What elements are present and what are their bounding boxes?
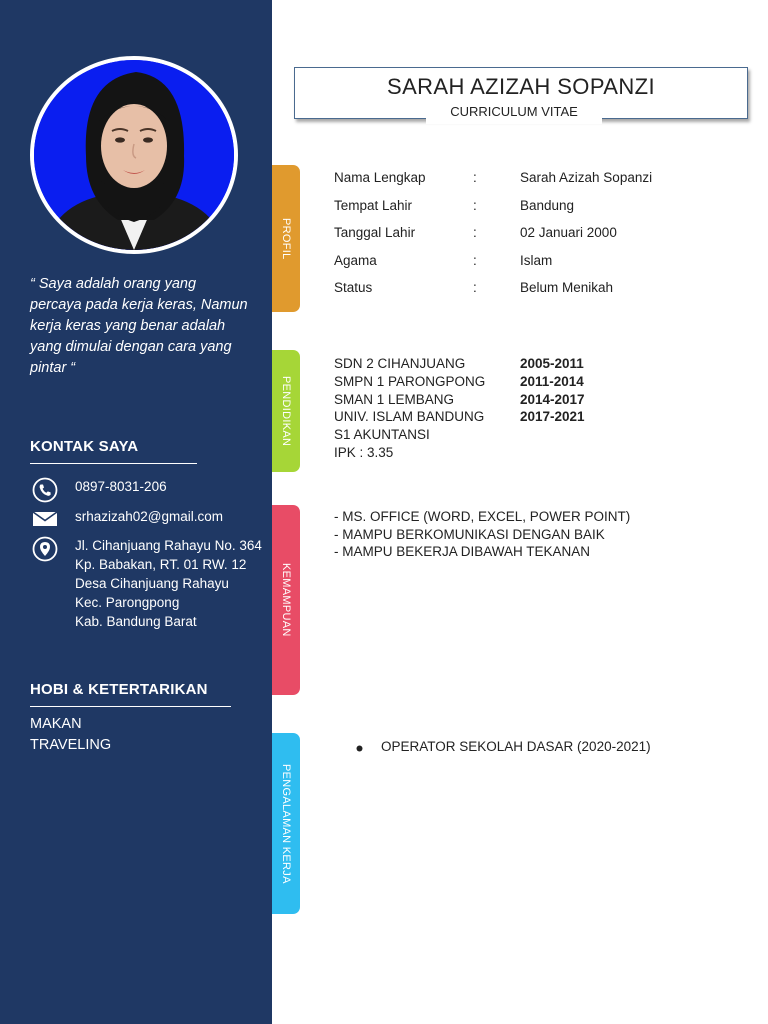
skill-item: - MS. OFFICE (WORD, EXCEL, POWER POINT) xyxy=(334,509,631,524)
education-years: 2014-2017 xyxy=(520,392,585,407)
profile-separator: : xyxy=(473,280,477,295)
tab-kemampuan-label: KEMAMPUAN xyxy=(280,563,292,637)
tab-profil xyxy=(272,165,300,312)
sidebar xyxy=(0,0,272,1024)
hobby-item: MAKAN xyxy=(30,716,82,732)
education-school: SMAN 1 LEMBANG xyxy=(334,392,455,407)
education-years: 2011-2014 xyxy=(520,374,584,389)
profile-value: Islam xyxy=(520,253,553,268)
address-line: Kec. Parongpong xyxy=(75,595,180,610)
profile-label: Agama xyxy=(334,253,377,268)
profile-label: Status xyxy=(334,280,373,295)
contact-address xyxy=(75,536,262,631)
tab-pengalaman-kerja xyxy=(272,733,300,914)
education-years: 2017-2021 xyxy=(520,409,585,424)
education-years: 2005-2011 xyxy=(520,356,584,371)
address-line: Kp. Babakan, RT. 01 RW. 12 xyxy=(75,557,247,572)
contact-email[interactable]: srhazizah02@gmail.com xyxy=(75,509,224,524)
hobbies-divider xyxy=(30,706,231,707)
profile-photo-frame xyxy=(30,56,238,254)
contact-heading: KONTAK SAYA xyxy=(30,438,139,455)
contact-divider xyxy=(30,463,197,464)
tab-kemampuan xyxy=(272,505,300,695)
skill-item: - MAMPU BEKERJA DIBAWAH TEKANAN xyxy=(334,544,591,559)
education-degree: S1 AKUNTANSI xyxy=(334,427,430,442)
phone-icon xyxy=(32,477,58,508)
tab-pendidikan-label: PENDIDIKAN xyxy=(280,375,292,447)
tab-profil-label: PROFIL xyxy=(280,217,292,260)
profile-value: Belum Menikah xyxy=(520,280,614,295)
address-line: Desa Cihanjuang Rahayu xyxy=(75,576,229,591)
profile-separator: : xyxy=(473,170,477,185)
profile-separator: : xyxy=(473,198,477,213)
skill-item: - MAMPU BERKOMUNIKASI DENGAN BAIK xyxy=(334,527,605,542)
tab-pengalaman-label: PENGALAMAN KERJA xyxy=(280,763,292,884)
profile-value: Bandung xyxy=(520,198,575,213)
address-line: Jl. Cihanjuang Rahayu No. 364 xyxy=(75,538,262,553)
profile-value: Sarah Azizah Sopanzi xyxy=(520,170,653,185)
bullet-icon xyxy=(356,739,363,757)
profile-label: Tempat Lahir xyxy=(334,198,413,213)
contact-phone[interactable]: 0897-8031-206 xyxy=(75,479,167,494)
profile-photo-illustration xyxy=(34,60,234,250)
education-school: SMPN 1 PARONGPONG xyxy=(334,374,486,389)
page-subtitle: CURRICULUM VITAE xyxy=(426,104,602,124)
page-title: SARAH AZIZAH SOPANZI xyxy=(387,74,655,99)
experience-item: OPERATOR SEKOLAH DASAR (2020-2021) xyxy=(381,739,651,754)
education-gpa: IPK : 3.35 xyxy=(334,445,394,460)
email-icon xyxy=(32,511,58,532)
location-pin-icon xyxy=(32,536,58,567)
profile-label: Nama Lengkap xyxy=(334,170,426,185)
tab-pendidikan xyxy=(272,350,300,472)
profile-photo xyxy=(34,60,234,250)
personal-quote: “ Saya adalah orang yang percaya pada kerja keras, Namun kerja keras yang benar adalah yang dimulai dengan cara yang pintar “ xyxy=(30,276,248,376)
profile-separator: : xyxy=(473,253,477,268)
education-school: SDN 2 CIHANJUANG xyxy=(334,356,466,371)
profile-value: 02 Januari 2000 xyxy=(520,225,617,240)
education-school: UNIV. ISLAM BANDUNG xyxy=(334,409,485,424)
profile-label: Tanggal Lahir xyxy=(334,225,416,240)
profile-separator: : xyxy=(473,225,477,240)
address-line: Kab. Bandung Barat xyxy=(75,614,197,629)
hobbies-heading: HOBI & KETERTARIKAN xyxy=(30,681,208,698)
hobby-item: TRAVELING xyxy=(30,737,112,753)
